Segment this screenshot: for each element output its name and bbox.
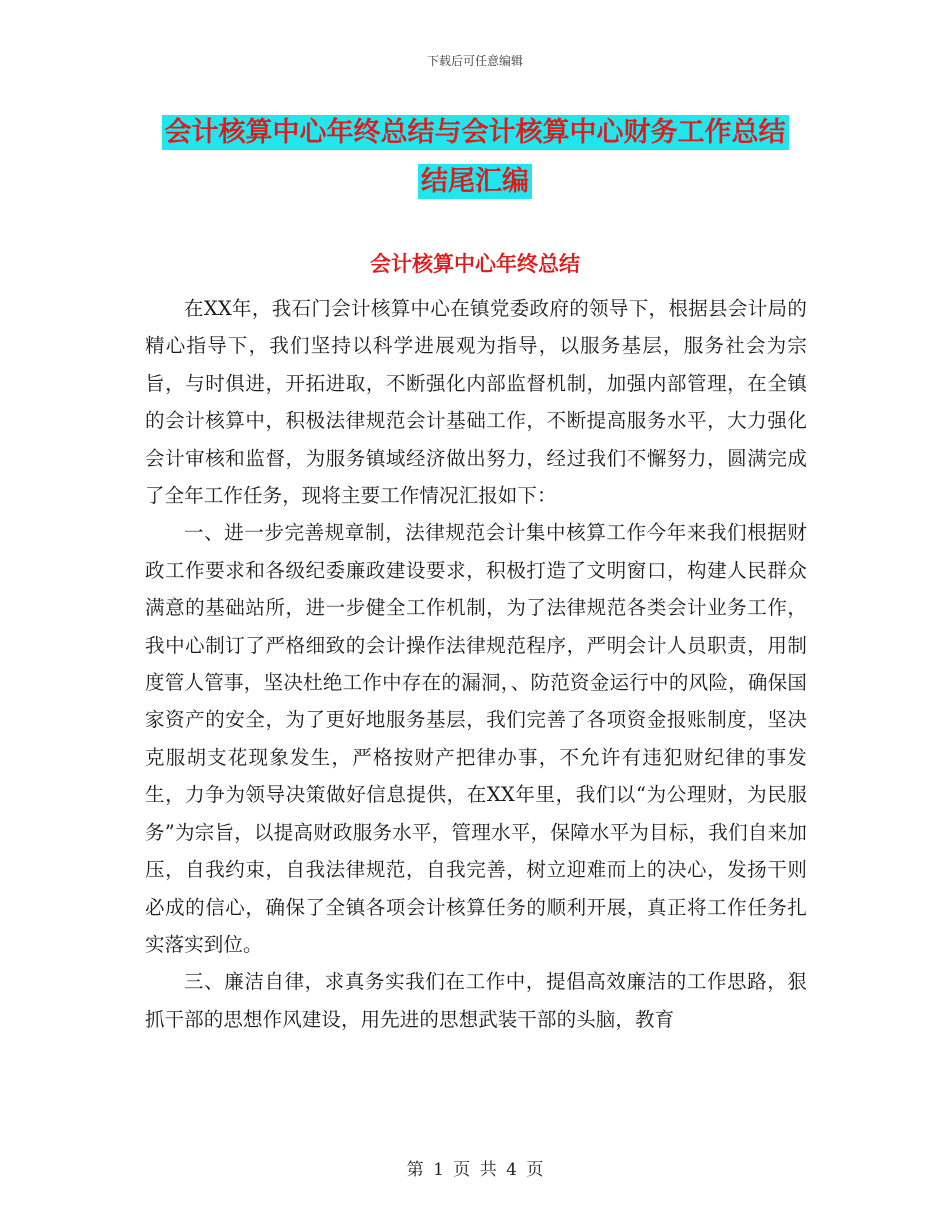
document-title: [0, 108, 950, 206]
paragraph-section-one: 一、进一步完善规章制，法律规范会计集中核算工作今年来我们根据财政工作要求和各级纪委廉政建设要求，积极打造了文明窗口，构建人民群众满意的基础站所，进一步健全工作机制，为了法律规范各类会计业务工作，我中心制订了严格细致的会计操作法律规范程序，严明会计人员职责，用制度管人管事，坚决杜绝工作中存在的漏洞，、防范资金运行中的风险，确保国家资产的安全，为了更好地服务基层，我们完善了各项资金报账制度，坚决克服胡支花现象发生，严格按财产把律办事，不允许有违犯财纪律的事发生，力争为领导决策做好信息提供，在XX年里，我们以“为公理财，为民服务”为宗旨，以提高财政服务水平，管理水平，保障水平为目标，我们自来加压，自我约束，自我法律规范，自我完善，树立迎难而上的决心，发扬干则必成的信心，确保了全镇各项会计核算任务的顺利开展，真正将工作任务扎实落实到位。: [145, 521, 807, 956]
section-title: 会计核算中心年终总结: [370, 252, 580, 276]
page-number-footer: 第 1 页 共 4 页: [406, 1160, 544, 1180]
document-body: [145, 290, 807, 1038]
document-title-line-2: 结尾汇编: [418, 164, 532, 199]
document-title-line-1: 会计核算中心年终总结与会计核算中心财务工作总结: [162, 115, 789, 150]
page-header-note: 下载后可任意编辑: [426, 54, 523, 68]
paragraph-intro: 在XX年，我石门会计核算中心在镇党委政府的领导下，根据县会计局的精心指导下，我们坚持以科学进展观为指导，以服务基层，服务社会为宗旨，与时俱进，开拓进取，不断强化内部监督机制，加强内部管理，在全镇的会计核算中，积极法律规范会计基础工作，不断提高服务水平，大力强化会计审核和监督，为服务镇域经济做出努力，经过我们不懈努力，圆满完成了全年工作任务，现将主要工作情况汇报如下：: [145, 297, 807, 508]
paragraph-section-three: 三、廉洁自律，求真务实我们在工作中，提倡高效廉洁的工作思路，狠抓干部的思想作风建设，用先进的思想武装干部的头脑，教育: [145, 970, 807, 1031]
